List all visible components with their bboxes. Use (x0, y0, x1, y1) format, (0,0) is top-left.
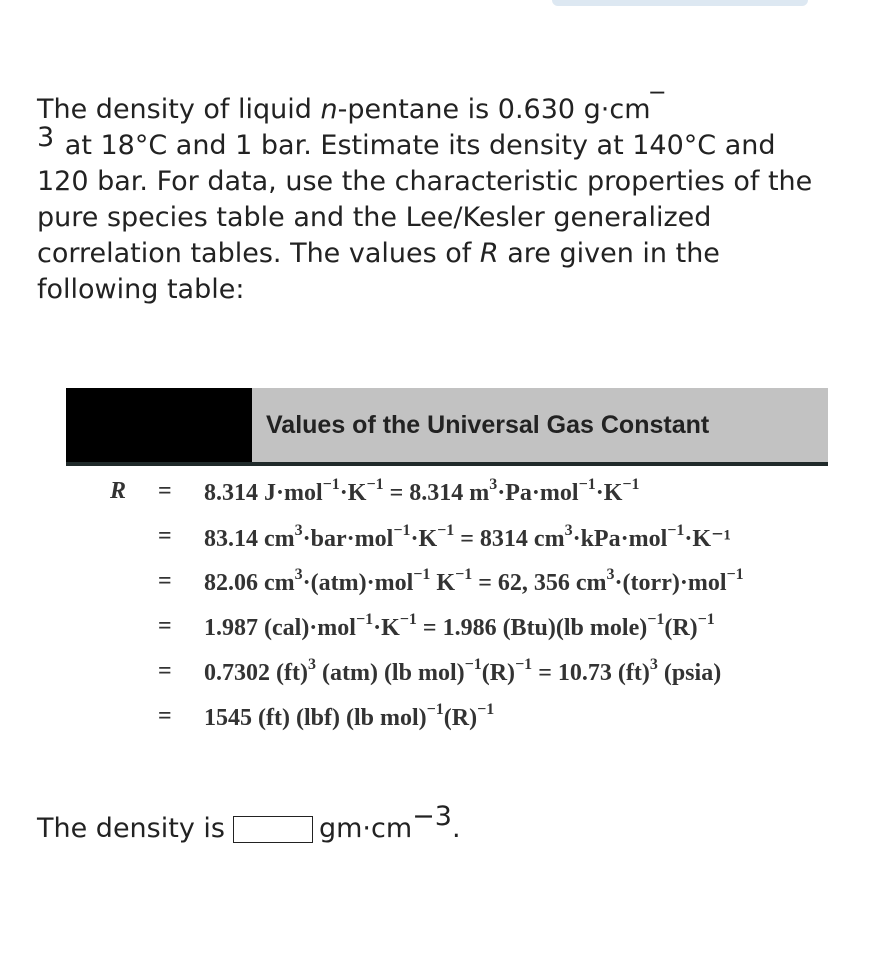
gas-constant-expression (204, 658, 721, 687)
exponent: −1 (366, 476, 384, 493)
question-part-4: are given in the following table: (37, 238, 720, 305)
expression-part: ·kPa·mol (572, 526, 668, 552)
question-overline: ‾ (650, 88, 665, 119)
equals-sign: = (158, 523, 172, 549)
expression-part: ·K (339, 480, 367, 506)
expression-part: (atm) (lb mol) (315, 660, 465, 686)
exponent: −1 (647, 611, 665, 628)
gas-constant-row (66, 523, 828, 568)
exponent: −1 (426, 701, 444, 718)
exponent: 3 (649, 656, 658, 673)
table-title: Values of the Universal Gas Constant (252, 388, 828, 462)
equals-sign: = (158, 613, 172, 639)
exponent: −1 (515, 656, 533, 673)
gas-constant-row (66, 703, 828, 748)
gas-constant-row (66, 658, 828, 703)
gas-constant-expression (204, 568, 744, 597)
exponent: −1 (726, 566, 744, 583)
question-part-2: -pentane is 0.630 g·cm (337, 94, 651, 125)
exponent: −1 (355, 611, 374, 628)
table-header-black-block (66, 388, 252, 462)
equals-sign: = (158, 478, 172, 504)
gas-constant-expression (204, 703, 494, 732)
answer-suffix: . (451, 813, 461, 844)
expression-part: = 10.73 (ft) (532, 660, 650, 686)
exponent: 3 (606, 566, 615, 583)
question-text (37, 88, 827, 308)
expression-part: = 1.986 (Btu)(lb mole) (416, 615, 648, 641)
expression-part: 82.06 cm (204, 570, 295, 596)
exponent: 3 (294, 566, 303, 583)
question-italic-n: n (320, 94, 338, 125)
gas-constant-row (66, 478, 828, 523)
expression-part: = 8314 cm (454, 526, 565, 552)
expression-part: (psia) (657, 660, 722, 686)
expression-part: ·K (410, 526, 438, 552)
table-rows (66, 478, 828, 748)
expression-part: ) (lb mol) (331, 705, 427, 731)
question-paragraph (37, 88, 827, 308)
expression-part: 0.7302 (ft) (204, 660, 308, 686)
expression-part: ·K (373, 615, 400, 641)
exponent: 3 (564, 522, 573, 539)
expression-part: ·K (595, 480, 623, 506)
r-symbol: R (110, 478, 127, 504)
expression-part: ·(atm)·mol (302, 570, 414, 596)
top-tab (552, 0, 808, 6)
exponent: 3 (307, 656, 316, 673)
question-italic-r: R (479, 238, 499, 269)
answer-line (37, 801, 461, 852)
expression-part: ·Pa·mol (497, 480, 579, 506)
expression-part: f (323, 705, 332, 731)
exponent: −1 (697, 611, 715, 628)
expression-part: 83.14 cm (204, 526, 295, 552)
expression-part: = 62, 356 cm (472, 570, 607, 596)
exponent: 3 (489, 476, 498, 493)
exponent: −1 (393, 522, 411, 539)
expression-part: (R) (664, 615, 698, 641)
expression-part: (R) (481, 660, 516, 686)
question-part-1: The density of liquid (37, 94, 321, 125)
expression-part: 1.987 (cal)·mol (204, 615, 356, 641)
gas-constant-row (66, 613, 828, 658)
exponent: −1 (578, 476, 596, 493)
expression-part: = 8.314 m (383, 480, 490, 506)
equals-sign: = (158, 568, 172, 594)
answer-unit: gm·cm (318, 813, 413, 844)
expression-part: K (430, 570, 456, 596)
exponent: −1 (399, 611, 417, 628)
exponent: 3 (294, 522, 303, 539)
exponent: −1 (477, 701, 495, 718)
gas-constant-table (66, 388, 828, 758)
expression-part: 8.314 J·mol (204, 480, 323, 506)
table-header-rule (66, 462, 828, 466)
expression-part: (R) (443, 705, 478, 731)
gas-constant-expression (204, 613, 715, 642)
answer-prefix: The density is (37, 813, 225, 844)
expression-part: 1545 (ft) (lb (204, 705, 324, 731)
gas-constant-row (66, 568, 828, 613)
exponent: −1 (455, 566, 473, 583)
expression-part: ·(torr)·mol (614, 570, 727, 596)
question-part-3: at 18°C and 1 bar. Estimate its density at 140°C and 120 bar. For data, use the characteristic properties of the pure species table and the Lee/Kesler generalized correlation tables. The values of (37, 130, 813, 269)
equals-sign: = (158, 658, 172, 684)
expression-part: ·bar·mol (302, 526, 394, 552)
gas-constant-expression (204, 478, 640, 507)
answer-unit-exponent: −3 (412, 801, 452, 832)
density-answer-input[interactable] (233, 816, 313, 843)
gas-constant-expression (204, 523, 731, 553)
question-exponent: 3 (37, 122, 55, 153)
exponent: −1 (622, 476, 640, 493)
exponent: −1 (322, 476, 340, 493)
table-header (66, 388, 828, 462)
exponent: −1 (464, 656, 482, 673)
exponent: −1 (667, 522, 685, 539)
expression-part: ·K⁻¹ (684, 526, 731, 552)
exponent: −1 (437, 522, 455, 539)
equals-sign: = (158, 703, 172, 729)
exponent: −1 (413, 566, 431, 583)
